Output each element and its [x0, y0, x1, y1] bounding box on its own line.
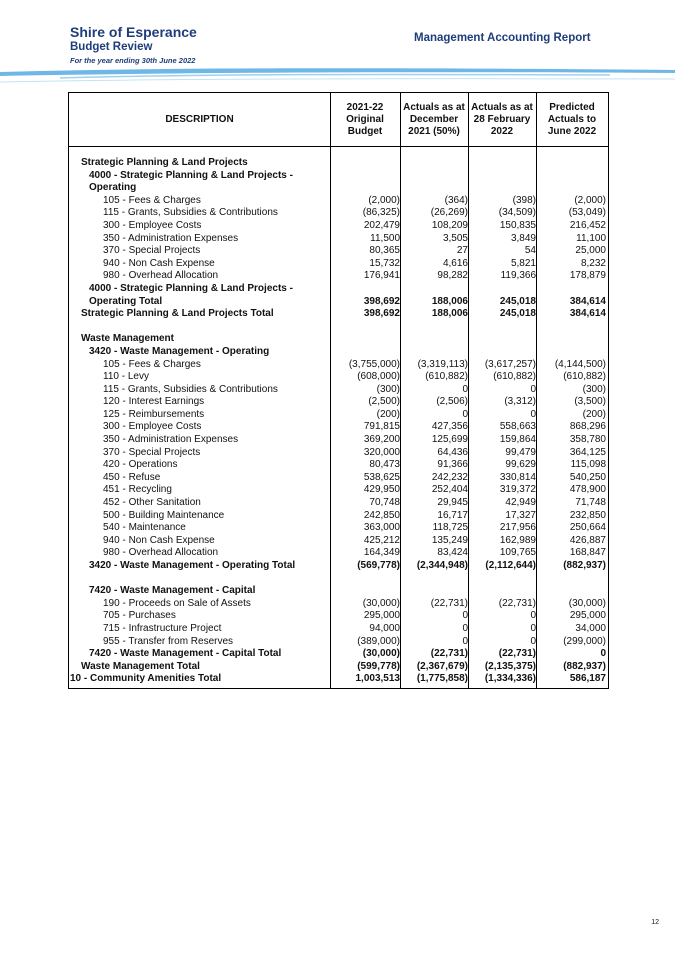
table-row — [69, 598, 608, 611]
cell-actuals-december: 0 — [462, 408, 468, 420]
col-original-budget: 2021-22 Original Budget — [346, 101, 384, 137]
cell-actuals-february: 245,018 — [499, 308, 536, 320]
table-body — [69, 157, 608, 686]
table-row — [69, 384, 608, 397]
table-header — [69, 93, 608, 147]
cell-predicted-actuals: 178,879 — [569, 270, 606, 282]
row-description: 4000 - Strategic Planning & Land Projects - — [89, 282, 293, 294]
row-description: 540 - Maintenance — [103, 522, 186, 534]
cell-actuals-february: 319,372 — [499, 484, 536, 496]
row-description: 190 - Proceeds on Sale of Assets — [103, 597, 251, 609]
cell-original-budget: 538,625 — [363, 471, 400, 483]
table-row — [69, 421, 608, 434]
row-description: Strategic Planning & Land Projects — [81, 157, 248, 168]
row-description: Waste Management Total — [81, 660, 200, 672]
cell-original-budget: 11,500 — [370, 232, 400, 244]
cell-predicted-actuals: (53,049) — [568, 207, 606, 219]
cell-actuals-february: 0 — [530, 383, 536, 395]
cell-original-budget: 369,200 — [363, 434, 400, 446]
table-row — [69, 522, 608, 535]
table-row — [69, 233, 608, 246]
table-row — [69, 510, 608, 523]
row-description: 715 - Infrastructure Project — [103, 622, 222, 634]
cell-predicted-actuals: 295,000 — [569, 610, 606, 622]
cell-original-budget: 176,941 — [363, 270, 400, 282]
cell-actuals-february: (2,135,375) — [484, 660, 536, 672]
cell-actuals-december: 125,699 — [431, 434, 468, 446]
table-row — [69, 245, 608, 258]
cell-predicted-actuals: 71,748 — [575, 497, 606, 509]
cell-actuals-december: 427,356 — [431, 421, 468, 433]
table-row — [69, 547, 608, 560]
table-row — [69, 648, 608, 661]
cell-original-budget: 94,000 — [369, 622, 400, 634]
table-row — [69, 636, 608, 649]
row-description: 300 - Employee Costs — [103, 421, 202, 433]
cell-original-budget: (30,000) — [362, 597, 400, 609]
cell-predicted-actuals: 115,098 — [570, 459, 606, 471]
table-row — [69, 497, 608, 510]
table-row — [69, 396, 608, 409]
cell-predicted-actuals: 168,847 — [569, 547, 606, 559]
cell-original-budget: 80,473 — [369, 459, 400, 471]
row-description: 980 - Overhead Allocation — [103, 547, 219, 559]
cell-actuals-december: 188,006 — [431, 295, 468, 307]
cell-actuals-december: 0 — [462, 383, 468, 395]
cell-actuals-february: 150,835 — [499, 219, 536, 231]
cell-actuals-february: 159,864 — [499, 434, 536, 446]
row-description: Waste Management — [81, 333, 174, 345]
cell-actuals-december: 3,505 — [442, 232, 468, 244]
cell-original-budget: 791,815 — [363, 421, 400, 433]
report-period: For the year ending 30th June 2022 — [70, 56, 196, 65]
col-actuals-february: Actuals as at 28 February 2022 — [471, 101, 533, 137]
cell-actuals-february: 109,765 — [499, 547, 536, 559]
cell-predicted-actuals: (610,882) — [563, 371, 606, 383]
cell-actuals-february: 0 — [530, 622, 536, 634]
table-row — [69, 484, 608, 497]
cell-original-budget: 202,479 — [363, 219, 400, 231]
header-decorative-rule — [0, 64, 675, 90]
cell-predicted-actuals: 586,187 — [569, 673, 606, 685]
cell-predicted-actuals: 358,780 — [569, 434, 606, 446]
cell-actuals-december: (2,367,679) — [416, 660, 468, 672]
cell-predicted-actuals: (200) — [582, 408, 606, 420]
cell-original-budget: (2,500) — [368, 396, 400, 408]
cell-actuals-february: (398) — [512, 194, 536, 206]
row-description: Operating Total — [89, 295, 163, 307]
cell-actuals-february: (1,334,336) — [484, 673, 536, 685]
cell-actuals-december: 0 — [462, 610, 468, 622]
table-row — [69, 170, 608, 183]
cell-predicted-actuals: (3,500) — [574, 396, 606, 408]
table-row — [69, 673, 608, 686]
table-row — [69, 661, 608, 674]
row-description: 7420 - Waste Management - Capital Total — [89, 648, 282, 660]
table-row — [69, 535, 608, 548]
budget-table — [68, 92, 609, 689]
table-row — [69, 220, 608, 233]
cell-actuals-february: 99,479 — [505, 446, 536, 458]
cell-actuals-february: (34,509) — [498, 207, 536, 219]
cell-original-budget: (569,778) — [357, 560, 400, 571]
col-description: DESCRIPTION — [165, 113, 234, 125]
cell-original-budget: 429,950 — [363, 484, 400, 496]
cell-actuals-february: 217,956 — [499, 522, 536, 534]
row-description: 420 - Operations — [103, 459, 178, 471]
cell-actuals-february: 54 — [524, 245, 536, 257]
cell-actuals-december: 29,945 — [437, 497, 468, 509]
cell-original-budget: (608,000) — [357, 371, 400, 383]
table-row — [69, 296, 608, 309]
row-description: 450 - Refuse — [103, 471, 161, 483]
row-description: 955 - Transfer from Reserves — [103, 635, 234, 647]
cell-predicted-actuals: 364,125 — [569, 446, 606, 458]
cell-actuals-february: 0 — [530, 610, 536, 622]
row-description: 300 - Employee Costs — [103, 219, 202, 231]
cell-predicted-actuals: 8,232 — [580, 257, 606, 269]
cell-actuals-december: (22,731) — [430, 597, 468, 609]
row-description: 3420 - Waste Management - Operating Total — [89, 560, 296, 571]
org-name: Shire of Esperance — [70, 24, 197, 40]
cell-actuals-december: (1,775,858) — [416, 673, 468, 685]
cell-predicted-actuals: 384,614 — [569, 308, 606, 320]
col-actuals-december: Actuals as at December 2021 (50%) — [403, 101, 465, 137]
cell-actuals-december: (22,731) — [430, 648, 468, 660]
cell-predicted-actuals: 384,614 — [569, 295, 606, 307]
table-row — [69, 346, 608, 359]
cell-predicted-actuals: 426,887 — [569, 534, 606, 546]
table-row — [69, 207, 608, 220]
row-description: 115 - Grants, Subsidies & Contributions — [103, 207, 278, 219]
cell-actuals-december: 188,006 — [431, 308, 468, 320]
cell-original-budget: 363,000 — [363, 522, 400, 534]
row-description: Operating — [89, 182, 137, 194]
table-row — [69, 610, 608, 623]
row-description: 110 - Levy — [103, 371, 149, 383]
cell-original-budget: (3,755,000) — [348, 358, 400, 370]
cell-actuals-december: 118,725 — [432, 522, 468, 534]
cell-original-budget: (599,778) — [357, 660, 400, 672]
cell-actuals-february: 5,821 — [510, 257, 536, 269]
cell-actuals-february: (22,731) — [498, 648, 536, 660]
cell-original-budget: 398,692 — [363, 308, 400, 320]
cell-predicted-actuals: 11,100 — [576, 232, 606, 244]
cell-actuals-december: 64,436 — [437, 446, 468, 458]
cell-actuals-february: (3,617,257) — [484, 358, 536, 370]
table-row — [69, 585, 608, 598]
row-description: 7420 - Waste Management - Capital — [89, 585, 256, 597]
cell-actuals-december: 16,717 — [437, 509, 468, 521]
page-number: 12 — [651, 919, 659, 926]
cell-actuals-december: (610,882) — [425, 371, 468, 383]
cell-actuals-february: (610,882) — [493, 371, 536, 383]
cell-actuals-december: (2,506) — [436, 396, 468, 408]
cell-predicted-actuals: 34,000 — [575, 622, 606, 634]
row-description: 705 - Purchases — [103, 610, 176, 622]
cell-actuals-february: 17,327 — [505, 509, 536, 521]
table-row — [69, 573, 608, 586]
row-description: 350 - Administration Expenses — [103, 434, 239, 446]
cell-actuals-february: (2,112,644) — [485, 560, 536, 571]
cell-actuals-december: 242,232 — [431, 471, 468, 483]
table-row — [69, 182, 608, 195]
table-row — [69, 270, 608, 283]
table-row — [69, 472, 608, 485]
cell-actuals-december: 0 — [462, 635, 468, 647]
table-row — [69, 308, 608, 321]
table-row — [69, 195, 608, 208]
cell-actuals-december: 135,249 — [431, 534, 468, 546]
cell-original-budget: (86,325) — [362, 207, 400, 219]
cell-actuals-february: (3,312) — [504, 396, 536, 408]
cell-actuals-december: 108,209 — [431, 219, 468, 231]
cell-original-budget: 320,000 — [363, 446, 400, 458]
cell-actuals-december: 252,404 — [431, 484, 468, 496]
table-row — [69, 321, 608, 334]
table-row — [69, 359, 608, 372]
cell-predicted-actuals: 250,664 — [569, 522, 606, 534]
cell-actuals-december: 4,616 — [442, 257, 468, 269]
row-description: 370 - Special Projects — [103, 245, 201, 257]
row-description: 4000 - Strategic Planning & Land Projects - — [89, 169, 293, 181]
cell-predicted-actuals: (299,000) — [563, 635, 606, 647]
table-row — [69, 371, 608, 384]
row-description: 451 - Recycling — [103, 484, 172, 496]
cell-predicted-actuals: 25,000 — [575, 245, 606, 257]
report-title: Management Accounting Report — [414, 32, 591, 44]
cell-actuals-february: (22,731) — [498, 597, 536, 609]
cell-original-budget: 295,000 — [363, 610, 400, 622]
cell-original-budget: 242,850 — [363, 509, 400, 521]
cell-original-budget: 80,365 — [369, 245, 400, 257]
table-row — [69, 258, 608, 271]
cell-original-budget: 70,748 — [369, 497, 400, 509]
cell-original-budget: (2,000) — [368, 194, 400, 206]
cell-predicted-actuals: (882,937) — [563, 560, 606, 571]
table-row — [69, 283, 608, 296]
table-row — [69, 434, 608, 447]
cell-original-budget: 1,003,513 — [355, 673, 400, 685]
cell-original-budget: (200) — [376, 408, 400, 420]
cell-actuals-february: 162,989 — [499, 534, 536, 546]
cell-actuals-february: 99,629 — [505, 459, 536, 471]
cell-original-budget: 15,732 — [369, 257, 400, 269]
cell-predicted-actuals: (882,937) — [563, 660, 606, 672]
cell-predicted-actuals: 540,250 — [569, 471, 606, 483]
cell-predicted-actuals: (4,144,500) — [554, 358, 606, 370]
row-description: 10 - Community Amenities Total — [70, 673, 222, 685]
cell-actuals-february: 119,366 — [500, 270, 536, 282]
cell-predicted-actuals: 478,900 — [569, 484, 606, 496]
cell-predicted-actuals: 232,850 — [569, 509, 606, 521]
cell-actuals-february: 558,663 — [499, 421, 536, 433]
cell-predicted-actuals: (300) — [582, 383, 606, 395]
cell-original-budget: 398,692 — [363, 295, 400, 307]
cell-original-budget: (300) — [376, 383, 400, 395]
cell-actuals-december: 27 — [456, 245, 468, 257]
row-description: 350 - Administration Expenses — [103, 232, 239, 244]
cell-original-budget: (30,000) — [362, 648, 400, 660]
cell-original-budget: 164,349 — [363, 547, 400, 559]
table-row — [69, 459, 608, 472]
cell-actuals-december: (3,319,113) — [417, 358, 468, 370]
cell-actuals-december: 98,282 — [437, 270, 468, 282]
col-predicted-actuals: Predicted Actuals to June 2022 — [547, 101, 597, 137]
row-description: 452 - Other Sanitation — [103, 497, 201, 509]
cell-actuals-december: (26,269) — [430, 207, 468, 219]
cell-actuals-december: 83,424 — [437, 547, 468, 559]
row-description: 105 - Fees & Charges — [103, 358, 201, 370]
cell-actuals-december: (364) — [444, 194, 468, 206]
row-description: 3420 - Waste Management - Operating — [89, 345, 270, 357]
cell-actuals-february: 330,814 — [499, 471, 536, 483]
table-row — [69, 409, 608, 422]
cell-actuals-february: 42,949 — [505, 497, 536, 509]
row-description: 940 - Non Cash Expense — [103, 534, 215, 546]
cell-actuals-december: (2,344,948) — [416, 560, 468, 571]
table-row — [69, 447, 608, 460]
cell-predicted-actuals: (30,000) — [568, 597, 606, 609]
table-row — [69, 157, 608, 170]
cell-actuals-february: 245,018 — [499, 295, 536, 307]
report-subtitle: Budget Review — [70, 41, 153, 53]
cell-actuals-december: 0 — [462, 622, 468, 634]
table-row — [69, 560, 608, 573]
row-description: 120 - Interest Earnings — [103, 396, 205, 408]
cell-predicted-actuals: (2,000) — [574, 194, 606, 206]
cell-original-budget: (389,000) — [357, 635, 400, 647]
row-description: 125 - Reimbursements — [103, 408, 205, 420]
cell-actuals-december: 91,366 — [437, 459, 468, 471]
row-description: 980 - Overhead Allocation — [103, 270, 219, 282]
cell-original-budget: 425,212 — [363, 534, 400, 546]
cell-actuals-february: 3,849 — [510, 232, 536, 244]
cell-predicted-actuals: 0 — [600, 648, 606, 660]
cell-actuals-february: 0 — [530, 408, 536, 420]
table-row — [69, 333, 608, 346]
row-description: 940 - Non Cash Expense — [103, 257, 215, 269]
table-row — [69, 623, 608, 636]
row-description: 370 - Special Projects — [103, 446, 201, 458]
cell-predicted-actuals: 216,452 — [569, 219, 606, 231]
row-description: Strategic Planning & Land Projects Total — [81, 308, 274, 320]
row-description: 105 - Fees & Charges — [103, 194, 201, 206]
cell-predicted-actuals: 868,296 — [569, 421, 606, 433]
row-description: 500 - Building Maintenance — [103, 509, 225, 521]
cell-actuals-february: 0 — [530, 635, 536, 647]
row-description: 115 - Grants, Subsidies & Contributions — [103, 383, 278, 395]
